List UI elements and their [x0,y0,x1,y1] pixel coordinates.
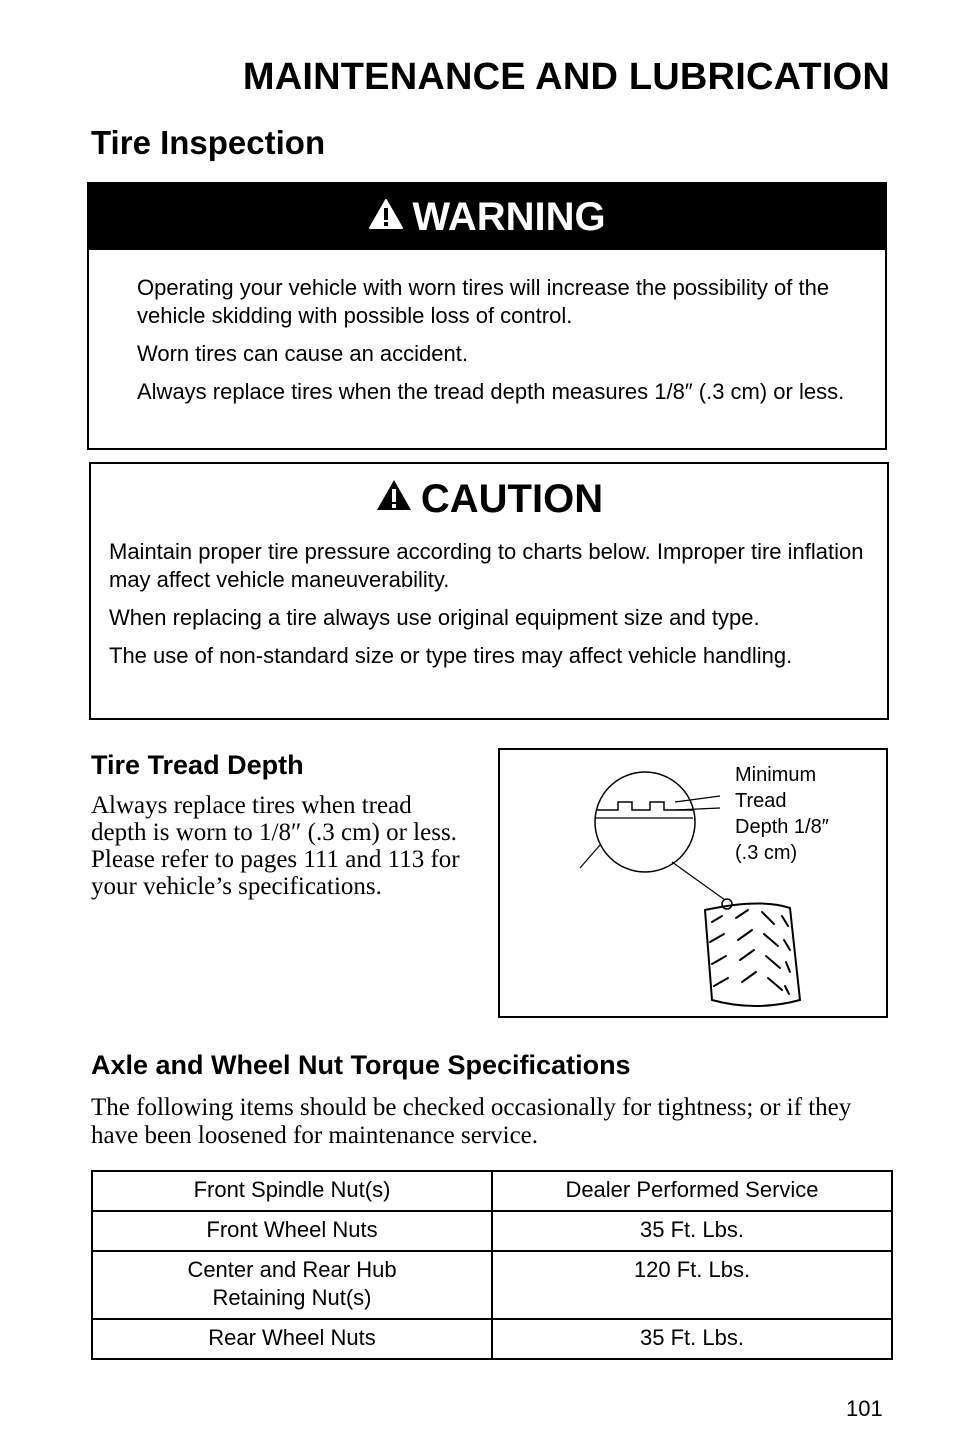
figure-label: Minimum Tread Depth 1/8″ (.3 cm) [735,764,829,864]
torque-intro: The following items should be checked occasionally for tightness; or if they have been loosened for maintenance service. [91,1094,852,1149]
warning-paragraph: Worn tires can cause an accident. [137,341,468,366]
warning-paragraph: Operating your vehicle with worn tires will increase the possibility of the vehicle skidding with possible loss of control. [137,275,830,328]
warning-title: WARNING [412,194,606,239]
caution-box [89,462,889,720]
torque-item: Front Wheel Nuts [92,1211,492,1251]
tread-depth-heading: Tire Tread Depth [91,750,304,780]
table-row [92,1171,892,1211]
torque-value: 35 Ft. Lbs. [492,1211,892,1251]
tread-depth-figure [498,748,888,1018]
table-row [92,1211,892,1251]
warning-paragraph: Always replace tires when the tread depth measures 1/8″ (.3 cm) or less. [137,379,845,404]
caution-paragraph: When replacing a tire always use original equipment size and type. [109,605,760,630]
warning-body [89,250,885,406]
torque-table [91,1170,893,1360]
table-row [92,1251,892,1319]
caution-paragraph: Maintain proper tire pressure according to charts below. Improper tire inflation may affect vehicle maneuverability. [109,539,864,592]
page-number: 101 [846,1396,883,1421]
torque-item: Rear Wheel Nuts [92,1319,492,1359]
caution-body [91,530,887,670]
caution-title: CAUTION [420,476,604,521]
torque-heading: Axle and Wheel Nut Torque Specifications [91,1050,631,1080]
warning-triangle-icon [368,195,404,240]
torque-value: Dealer Performed Service [492,1171,892,1211]
caution-header [91,468,887,530]
torque-item: Center and Rear Hub Retaining Nut(s) [92,1251,492,1319]
section-title: MAINTENANCE AND LUBRICATION [242,56,890,98]
torque-value: 120 Ft. Lbs. [492,1251,892,1319]
tire-inspection-heading: Tire Inspection [91,124,326,161]
caution-paragraph: The use of non-standard size or type tires may affect vehicle handling. [109,643,793,668]
torque-item: Front Spindle Nut(s) [92,1171,492,1211]
warning-triangle-icon [375,477,413,522]
tread-depth-text: Always replace tires when tread depth is worn to 1/8″ (.3 cm) or less. Please refer to pages 111 and 113 for your vehicle’s specifications. [91,792,460,900]
torque-value: 35 Ft. Lbs. [492,1319,892,1359]
warning-box [87,182,887,450]
warning-header [89,184,885,250]
table-row [92,1319,892,1359]
